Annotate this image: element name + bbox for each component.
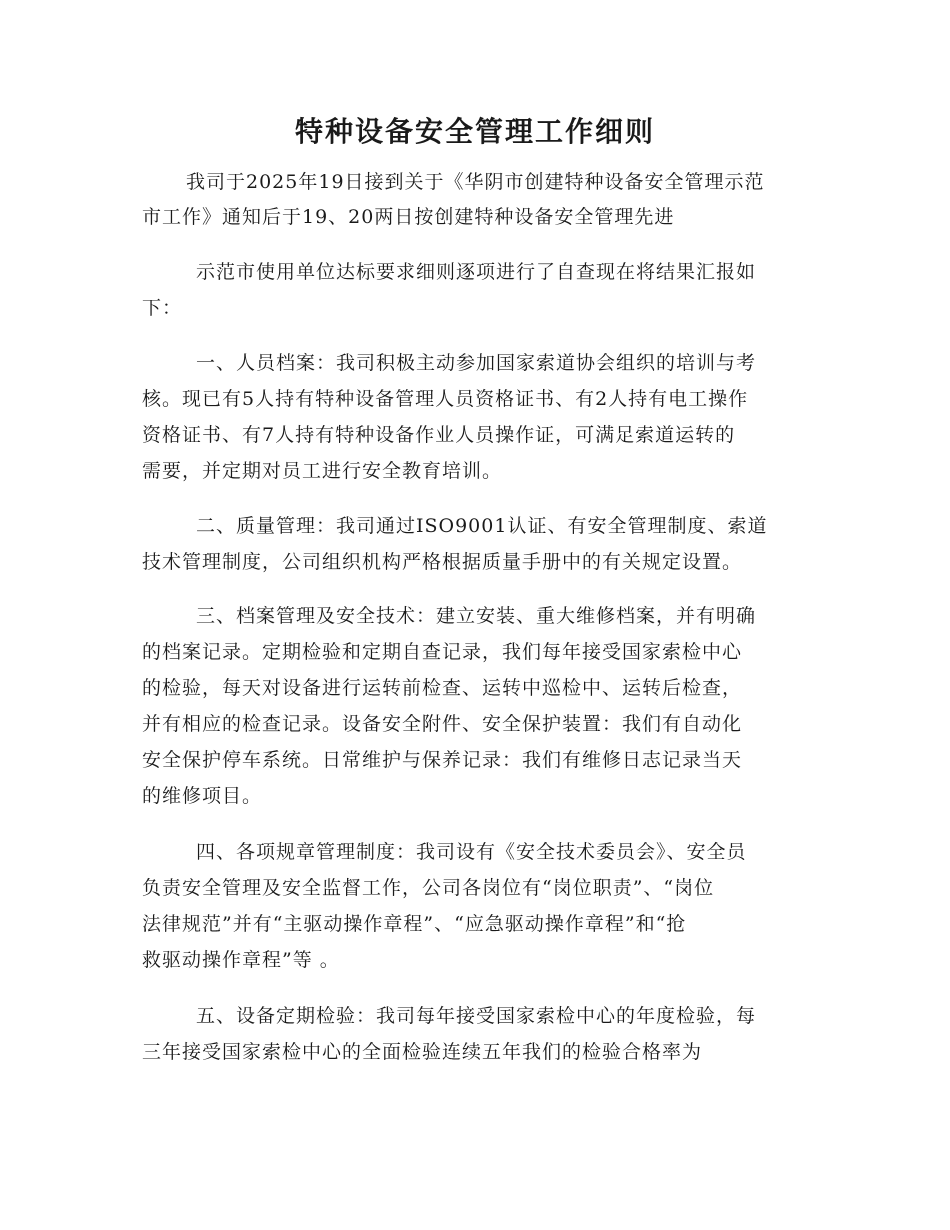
paragraph-line: 核。现已有5人持有特种设备管理人员资格证书、有2人持有电工操作	[142, 388, 749, 410]
paragraph-line: 负责安全管理及安全监督工作，公司各岗位有“岗位职责”、“岗位	[142, 877, 715, 899]
paragraph-line: 二、质量管理：我司通过ISO9001认证、有安全管理制度、索道	[196, 515, 768, 537]
paragraph-line: 技术管理制度，公司组织机构严格根据质量手册中的有关规定设置。	[142, 551, 743, 573]
paragraph-line: 四、各项规章管理制度：我司设有《安全技术委员会》、安全员	[196, 841, 747, 863]
document-title: 特种设备安全管理工作细则	[294, 115, 655, 148]
paragraph-line: 资格证书、有7人持有特种设备作业人员操作证，可满足索道运转的	[142, 424, 736, 446]
paragraph-line: 市工作》通知后于19、20两日按创建特种设备安全管理先进	[142, 206, 675, 228]
paragraph-line: 安全保护停车系统。日常维护与保养记录：我们有维修日志记录当天	[142, 749, 743, 771]
paragraph-line: 五、设备定期检验：我司每年接受国家索检中心的年度检验，每	[196, 1005, 757, 1027]
paragraph-line: 下：	[142, 297, 183, 319]
paragraph-line: 三、档案管理及安全技术：建立安装、重大维修档案，并有明确	[196, 605, 757, 627]
paragraph-line: 法律规范”并有“主驱动操作章程”、“应急驱动操作章程”和“抢	[142, 913, 687, 935]
paragraph-line: 救驱动操作章程”等 。	[142, 949, 340, 971]
paragraph-line: 的检验，每天对设备进行运转前检查、运转中巡检中、运转后检查，	[142, 677, 743, 699]
paragraph-line: 的维修项目。	[142, 785, 263, 807]
paragraph-line: 需要，并定期对员工进行安全教育培训。	[142, 460, 503, 482]
paragraph-line: 示范市使用单位达标要求细则逐项进行了自查现在将结果汇报如	[196, 261, 757, 283]
paragraph-line: 的档案记录。定期检验和定期自查记录，我们每年接受国家索检中心	[142, 641, 743, 663]
paragraph-line: 并有相应的检查记录。设备安全附件、安全保护装置：我们有自动化	[142, 713, 743, 735]
paragraph-line: 一、人员档案：我司积极主动参加国家索道协会组织的培训与考	[196, 352, 757, 374]
paragraph-line: 三年接受国家索检中心的全面检验连续五年我们的检验合格率为	[142, 1041, 703, 1063]
paragraph-line: 我司于2025年19日接到关于《华阴市创建特种设备安全管理示范	[186, 171, 765, 193]
